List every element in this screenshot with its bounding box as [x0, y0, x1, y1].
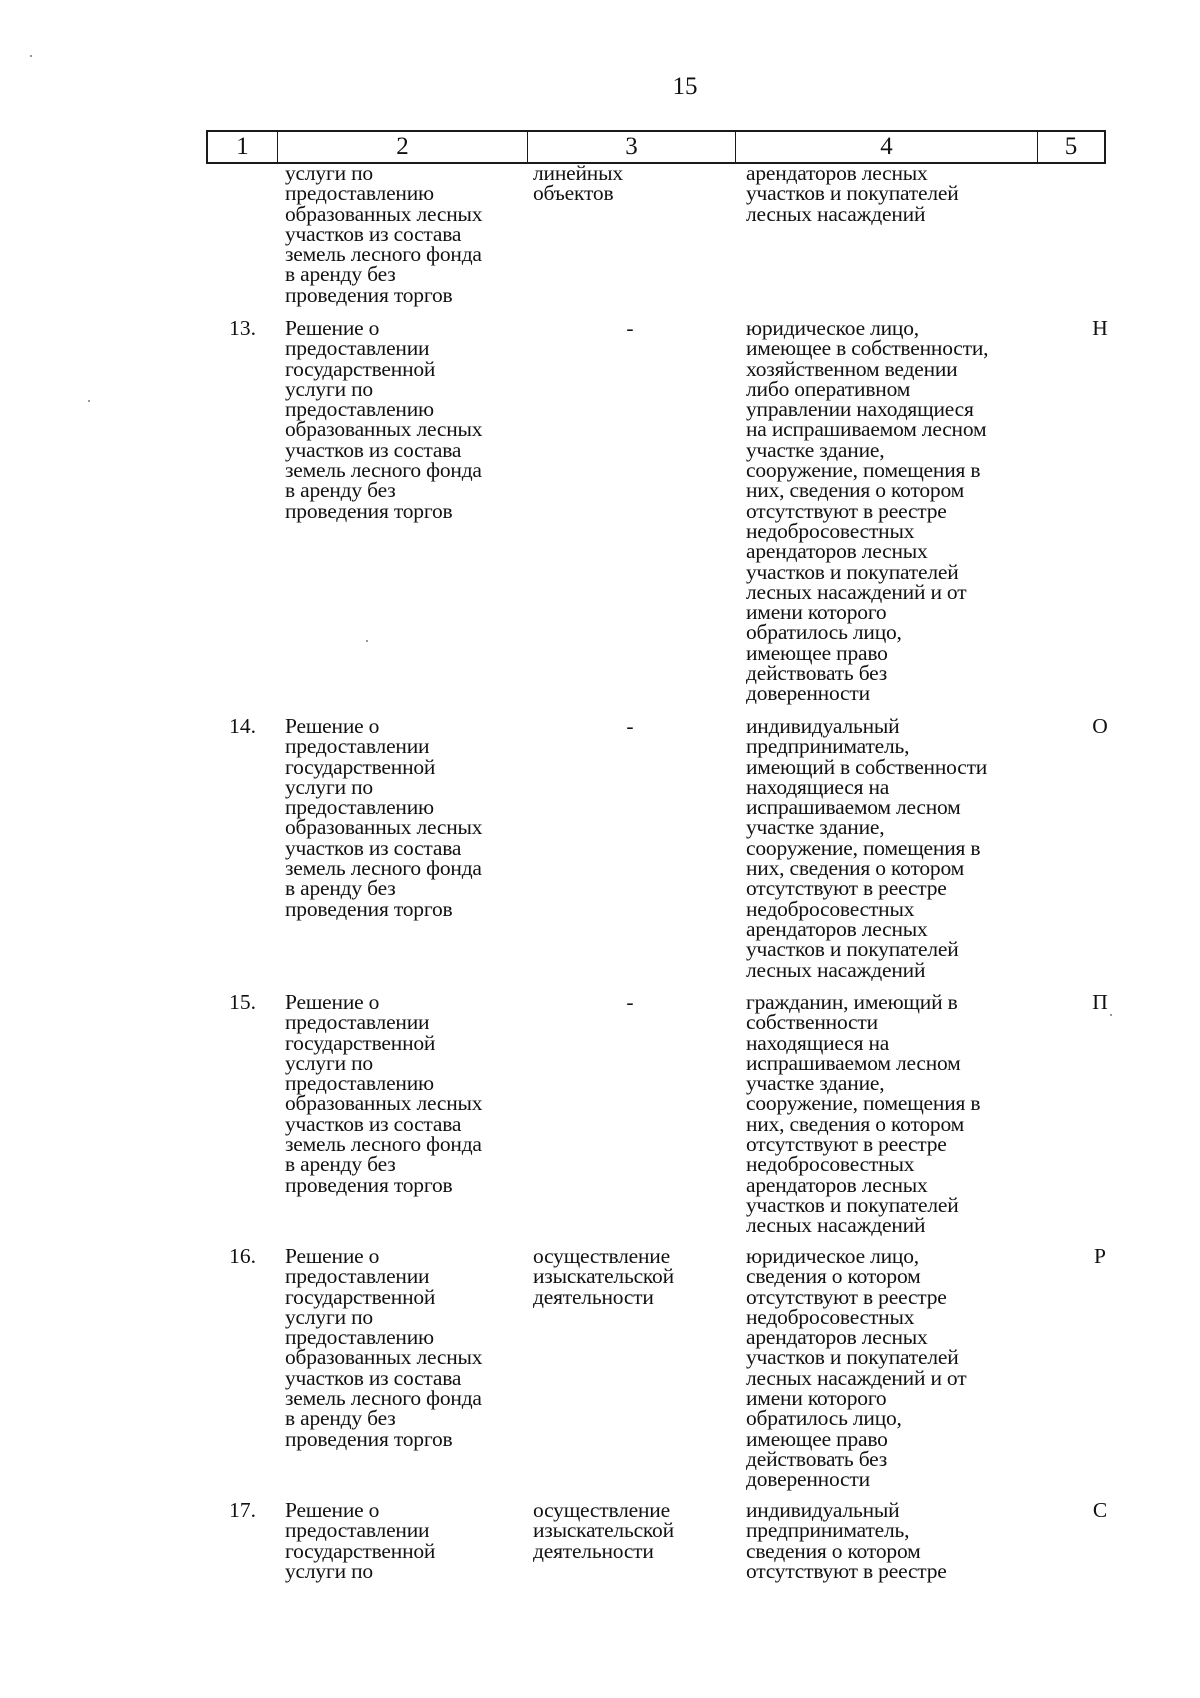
- row-number: 13.: [229, 316, 256, 340]
- row-number: 17.: [229, 1498, 256, 1522]
- row-code: С: [1092, 1498, 1108, 1522]
- row-description: Решение о предоставлении государственной услуги по предоставлению образованных лесных участков из состава земель лесного фонда в аренду без проведения торгов: [285, 1244, 483, 1451]
- row-applicant: индивидуальный предприниматель, сведения о котором отсутствуют в реестре: [746, 1498, 947, 1583]
- row-activity: осуществление изыскательской деятельности: [533, 1244, 674, 1309]
- continuation-description: услуги по предоставлению образованных лесных участков из состава земель лесного фонда в аренду без проведения торгов: [285, 161, 483, 307]
- scan-speck: [30, 55, 32, 57]
- row-number: 14.: [229, 714, 256, 738]
- row-activity: -: [626, 990, 634, 1014]
- header-col-1: 1: [208, 132, 278, 162]
- header-col-3: 3: [528, 132, 736, 162]
- header-col-5: 5: [1064, 133, 1078, 160]
- row-description: Решение о предоставлении государственной услуги по: [285, 1498, 436, 1583]
- row-applicant: индивидуальный предприниматель, имеющий в собственности находящиеся на испрашиваемом лесном участке здание, сооружение, помещения в них, сведения о котором отсутствуют в реестре недобросовестных арендаторов лесных участков и покупателей лесных насаждений: [746, 714, 988, 982]
- row-applicant: гражданин, имеющий в собственности находящиеся на испрашиваемом лесном участке здание, сооружение, помещения в них, сведения о котором отсутствуют в реестре недобросовестных арендаторов лесных участков и покупателей лесных насаждений: [746, 990, 981, 1238]
- row-applicant: юридическое лицо, сведения о котором отсутствуют в реестре недобросовестных арендаторов лесных участков и покупателей лесных насаждений и от имени которого обратилось лицо, имеющее право действовать без доверенности: [746, 1244, 967, 1492]
- row-code: П: [1092, 990, 1108, 1014]
- row-description: Решение о предоставлении государственной услуги по предоставлению образованных лесных участков из состава земель лесного фонда в аренду без проведения торгов: [285, 990, 483, 1197]
- scan-speck: [88, 400, 90, 402]
- scan-speck: [366, 640, 368, 642]
- continuation-applicant: арендаторов лесных участков и покупателей лесных насаждений: [746, 161, 959, 226]
- row-activity: -: [626, 714, 634, 738]
- row-description: Решение о предоставлении государственной услуги по предоставлению образованных лесных участков из состава земель лесного фонда в аренду без проведения торгов: [285, 714, 483, 921]
- row-applicant: юридическое лицо, имеющее в собственности, хозяйственном ведении либо оперативном управлении находящиеся на испрашиваемом лесном участке здание, сооружение, помещения в них, сведения о котором отсутствуют в реестре недобросовестных арендаторов лесных участков и покупателей лесных насаждений и от имени которого обратилось лицо, имеющее право действовать без доверенности: [746, 316, 989, 706]
- page-number: 15: [672, 73, 698, 100]
- table-header-row: [206, 130, 1106, 164]
- row-code: Р: [1094, 1244, 1106, 1268]
- row-activity: осуществление изыскательской деятельности: [533, 1498, 674, 1563]
- continuation-activity: линейных объектов: [533, 161, 623, 206]
- header-col-4: 4: [736, 132, 1038, 162]
- row-description: Решение о предоставлении государственной услуги по предоставлению образованных лесных участков из состава земель лесного фонда в аренду без проведения торгов: [285, 316, 483, 523]
- row-number: 16.: [229, 1244, 256, 1268]
- row-activity: -: [626, 316, 634, 340]
- row-code: О: [1092, 714, 1108, 738]
- header-col-2: 2: [278, 132, 528, 162]
- scan-speck: [1110, 1014, 1112, 1016]
- row-number: 15.: [229, 990, 256, 1014]
- row-code: Н: [1092, 316, 1108, 340]
